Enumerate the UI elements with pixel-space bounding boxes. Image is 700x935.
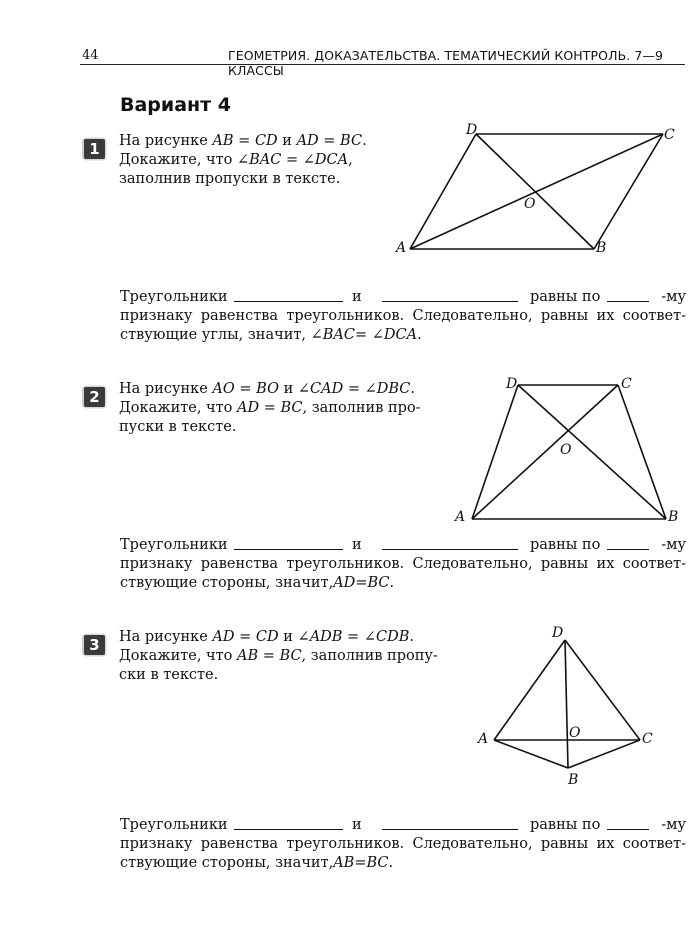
point-label-o: O xyxy=(569,725,581,741)
math: BC xyxy=(280,400,303,416)
math: CAD xyxy=(310,381,344,397)
vertex-label-c: C xyxy=(642,731,653,747)
blank-triangle-1[interactable] xyxy=(234,816,343,830)
text: = xyxy=(259,400,281,416)
text: Докажите, что ∠ xyxy=(119,152,250,168)
answer-word-and: и xyxy=(352,817,362,833)
task-3-number-badge: 3 xyxy=(84,635,105,655)
vertex-label-d: D xyxy=(466,122,478,138)
text: , xyxy=(348,152,353,168)
task-3-answer-text xyxy=(120,816,686,873)
text: и ∠ xyxy=(278,381,311,397)
math: AB xyxy=(237,648,259,664)
text: Докажите, что xyxy=(119,400,237,416)
task-3-answer-line-3 xyxy=(120,854,686,873)
math: CD xyxy=(254,133,278,149)
answer-word-triangles: Треугольники xyxy=(120,537,228,553)
math: CDB xyxy=(375,629,410,645)
task-1-statement-line-3: заполнив пропуски в тексте. xyxy=(119,171,341,187)
task-2-answer-line-2: признаку равенства треугольников. Следовательно, равны их соответ- xyxy=(120,556,686,572)
text: = ∠ xyxy=(355,327,384,343)
task-2-statement-line-3: пуски в тексте. xyxy=(119,419,237,435)
text: , заполнив пропу- xyxy=(301,648,438,664)
math: BC xyxy=(279,648,302,664)
point-label-o: O xyxy=(560,442,572,458)
segment-db xyxy=(565,640,568,768)
text: и ∠ xyxy=(278,629,310,645)
text: ствующие стороны, значит, xyxy=(120,855,334,871)
vertex-label-a: A xyxy=(455,509,466,525)
vertex-label-b: B xyxy=(596,240,607,256)
math: CD xyxy=(255,629,279,645)
blank-criterion-number[interactable] xyxy=(607,816,649,830)
text: , заполнив про- xyxy=(302,400,421,416)
text: = ∠ xyxy=(281,152,315,168)
text: . xyxy=(362,133,367,149)
text: = xyxy=(318,133,341,149)
answer-word-triangles: Треугольники xyxy=(120,289,228,305)
vertex-label-c: C xyxy=(621,376,632,392)
math: AD xyxy=(212,629,235,645)
math: BC xyxy=(366,855,389,871)
math: BC xyxy=(367,575,390,591)
math: BAC xyxy=(249,152,282,168)
running-header: ГЕОМЕТРИЯ. ДОКАЗАТЕЛЬСТВА. ТЕМАТИЧЕСКИЙ КОНТРОЛЬ. 7—9 КЛАССЫ xyxy=(228,48,664,78)
text: На рисунке xyxy=(119,629,213,645)
side-ab xyxy=(494,740,568,768)
math: DBC xyxy=(376,381,411,397)
math: ADB xyxy=(309,629,343,645)
text: = xyxy=(234,629,256,645)
answer-word-equal-by: равны по xyxy=(530,537,601,553)
page-number: 44 xyxy=(82,48,99,63)
side-cb xyxy=(568,740,640,768)
answer-word-and: и xyxy=(352,537,362,553)
math: AD xyxy=(296,133,319,149)
point-label-o: O xyxy=(524,196,536,212)
vertex-label-a: A xyxy=(478,731,489,747)
math: BAC xyxy=(322,327,355,343)
side-da xyxy=(494,640,565,740)
task-2-number-badge: 2 xyxy=(84,387,105,407)
math: AO xyxy=(212,381,235,397)
answer-word-suffix: -му xyxy=(661,289,686,305)
answer-word-triangles: Треугольники xyxy=(120,817,228,833)
vertex-label-b: B xyxy=(568,772,579,788)
task-3-answer-line-1 xyxy=(120,816,686,835)
math: AB xyxy=(212,133,234,149)
vertex-label-a: A xyxy=(396,240,407,256)
text: = xyxy=(258,648,280,664)
text: = ∠ xyxy=(342,629,376,645)
text: . xyxy=(388,855,394,871)
math: AB xyxy=(333,855,355,871)
answer-word-equal-by: равны по xyxy=(530,289,601,305)
answer-word-suffix: -му xyxy=(661,537,686,553)
blank-triangle-2[interactable] xyxy=(382,816,518,830)
vertex-label-d: D xyxy=(506,376,518,392)
math: BO xyxy=(256,381,279,397)
text: = xyxy=(355,575,368,591)
text: . xyxy=(409,629,414,645)
text: Докажите, что xyxy=(119,648,237,664)
text: = ∠ xyxy=(343,381,377,397)
answer-word-suffix: -му xyxy=(661,817,686,833)
vertex-label-d: D xyxy=(552,625,564,641)
text: и xyxy=(277,133,297,149)
answer-word-and: и xyxy=(352,289,362,305)
answer-word-equal-by: равны по xyxy=(530,817,601,833)
math: DCA xyxy=(383,327,418,343)
math: BC xyxy=(340,133,363,149)
text: . xyxy=(389,575,395,591)
text: = xyxy=(233,133,255,149)
task-3-statement-line-3: ски в тексте. xyxy=(119,667,219,683)
text: ствующие стороны, значит, xyxy=(120,575,334,591)
task-1-answer-line-2: признаку равенства треугольников. Следовательно, равны их соответ- xyxy=(120,308,686,324)
vertex-label-c: C xyxy=(664,127,675,143)
text: . xyxy=(417,327,422,343)
text: = xyxy=(234,381,257,397)
variant-title: Вариант 4 xyxy=(120,94,232,116)
task-3-answer-line-2: признаку равенства треугольников. Следовательно, равны их соответ- xyxy=(120,836,686,852)
vertex-label-b: B xyxy=(668,509,679,525)
text: ствующие углы, значит, ∠ xyxy=(120,327,323,343)
math: AD xyxy=(237,400,260,416)
text: . xyxy=(410,381,416,397)
math: DCA xyxy=(314,152,349,168)
task-1-number-badge: 1 xyxy=(84,139,105,159)
text: На рисунке xyxy=(119,133,213,149)
text: На рисунке xyxy=(119,381,213,397)
text: = xyxy=(354,855,367,871)
math: AD xyxy=(333,575,356,591)
